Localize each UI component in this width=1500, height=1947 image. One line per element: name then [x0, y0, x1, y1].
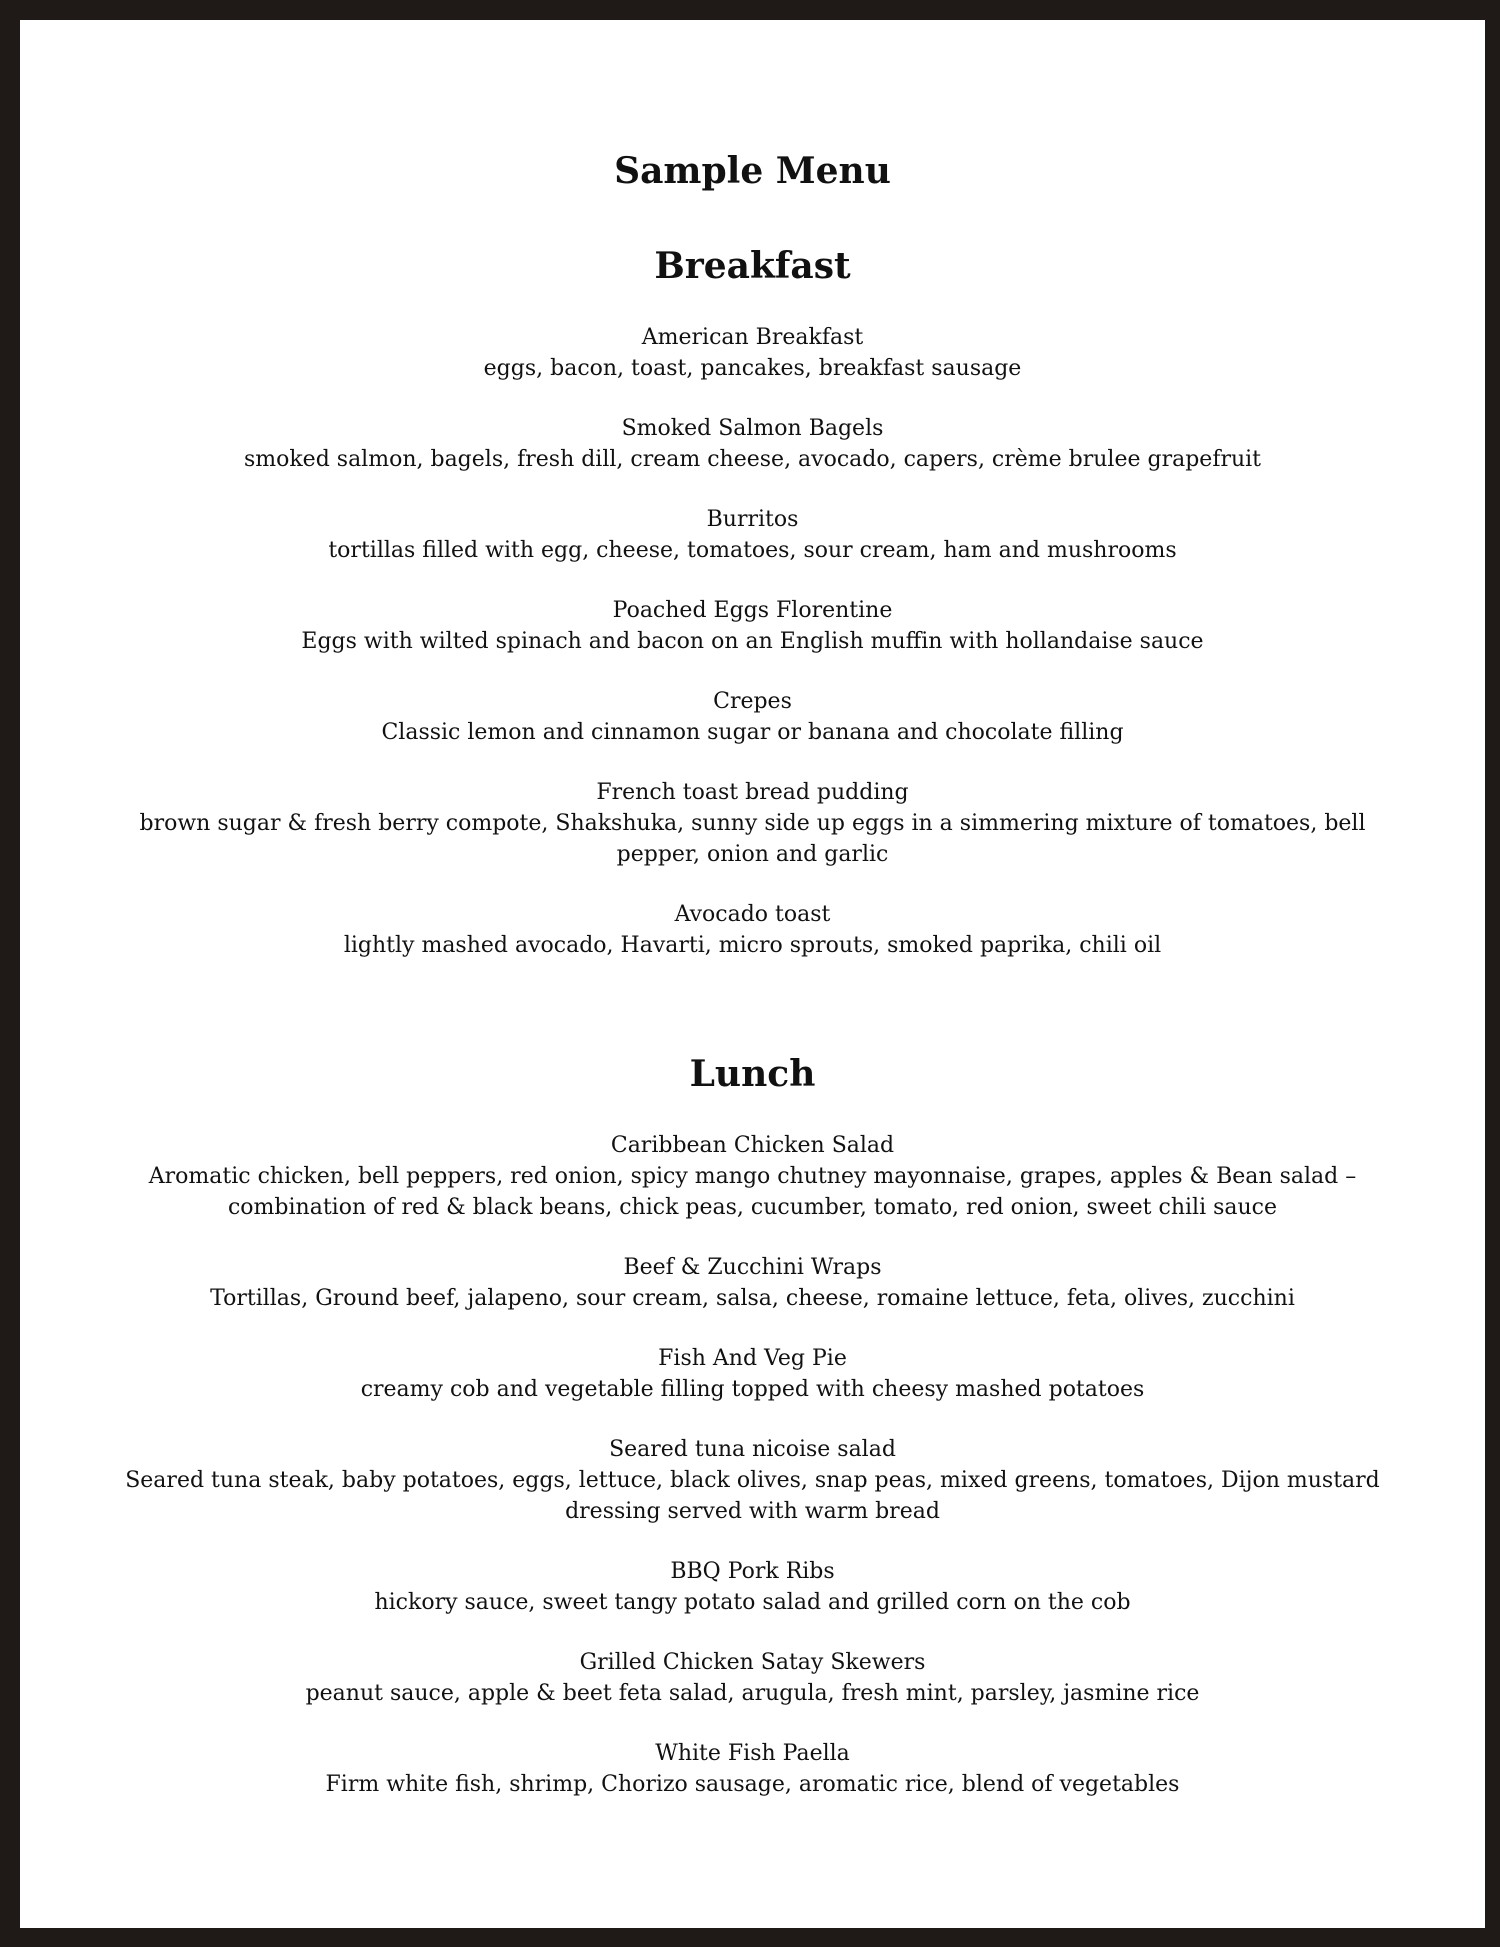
breakfast-item-name: American Breakfast: [641, 325, 864, 350]
breakfast-item-description: smoked salmon, bagels, fresh dill, cream cheese, avocado, capers, crème brulee grapefruit: [243, 447, 1262, 472]
breakfast-item-name: Crepes: [713, 689, 792, 714]
lunch-item: [120, 1252, 1385, 1314]
breakfast-item-description: eggs, bacon, toast, pancakes, breakfast sausage: [483, 356, 1022, 381]
breakfast-item-description: tortillas filled with egg, cheese, tomatoes, sour cream, ham and mushrooms: [328, 538, 1177, 563]
breakfast-item: [120, 413, 1385, 475]
lunch-item: [120, 1343, 1385, 1405]
menu-title: Sample Menu: [614, 150, 891, 192]
lunch-item-description: creamy cob and vegetable filling topped with cheesy mashed potatoes: [360, 1377, 1145, 1402]
lunch-item-name: White Fish Paella: [655, 1741, 850, 1766]
breakfast-item-name: French toast bread pudding: [596, 780, 909, 805]
breakfast-item-description: lightly mashed avocado, Havarti, micro sprouts, smoked paprika, chili oil: [343, 933, 1162, 958]
breakfast-heading: Breakfast: [654, 245, 851, 287]
lunch-item: [120, 1556, 1385, 1618]
lunch-item-name: Fish And Veg Pie: [658, 1346, 847, 1371]
menu-page: [20, 20, 1485, 1928]
breakfast-item: [120, 686, 1385, 748]
breakfast-item-name: Smoked Salmon Bagels: [621, 416, 884, 441]
breakfast-item-name: Poached Eggs Florentine: [612, 598, 893, 623]
lunch-item-description: Tortillas, Ground beef, jalapeno, sour cream, salsa, cheese, romaine lettuce, feta, olives, zucchini: [210, 1286, 1295, 1311]
lunch-item-description: peanut sauce, apple & beet feta salad, arugula, fresh mint, parsley, jasmine rice: [305, 1681, 1200, 1706]
lunch-item-description: Firm white fish, shrimp, Chorizo sausage, aromatic rice, blend of vegetables: [325, 1772, 1180, 1797]
lunch-item-description: Aromatic chicken, bell peppers, red onion, spicy mango chutney mayonnaise, grapes, apples & Bean salad – combination of red & black beans, chick peas, cucumber, tomato, red onion, sweet chili sauce: [148, 1164, 1357, 1220]
lunch-item-description: hickory sauce, sweet tangy potato salad and grilled corn on the cob: [374, 1590, 1131, 1615]
breakfast-item-name: Burritos: [706, 507, 799, 532]
lunch-item-name: Grilled Chicken Satay Skewers: [579, 1650, 926, 1675]
breakfast-item-description: Classic lemon and cinnamon sugar or banana and chocolate filling: [381, 720, 1124, 745]
breakfast-item-description: brown sugar & fresh berry compote, Shakshuka, sunny side up eggs in a simmering mixture of tomatoes, bell pepper, onion and garlic: [139, 811, 1366, 867]
breakfast-item: [120, 322, 1385, 384]
lunch-item: [120, 1738, 1385, 1800]
lunch-item-list: [120, 1130, 1385, 1829]
lunch-item-name: Beef & Zucchini Wraps: [623, 1255, 882, 1280]
breakfast-item-name: Avocado toast: [674, 902, 831, 927]
breakfast-item: [120, 504, 1385, 566]
breakfast-item-list: [120, 322, 1385, 990]
lunch-item: [120, 1130, 1385, 1223]
lunch-item: [120, 1434, 1385, 1527]
lunch-item-name: BBQ Pork Ribs: [670, 1559, 835, 1584]
breakfast-item: [120, 899, 1385, 961]
breakfast-item-description: Eggs with wilted spinach and bacon on an English muffin with hollandaise sauce: [301, 629, 1204, 654]
lunch-item: [120, 1647, 1385, 1709]
breakfast-item: [120, 595, 1385, 657]
lunch-item-name: Caribbean Chicken Salad: [610, 1133, 895, 1158]
lunch-heading: Lunch: [689, 1053, 816, 1095]
lunch-item-name: Seared tuna nicoise salad: [609, 1437, 896, 1462]
breakfast-item: [120, 777, 1385, 870]
lunch-item-description: Seared tuna steak, baby potatoes, eggs, lettuce, black olives, snap peas, mixed greens, tomatoes, Dijon mustard dressing served with warm bread: [125, 1468, 1380, 1524]
